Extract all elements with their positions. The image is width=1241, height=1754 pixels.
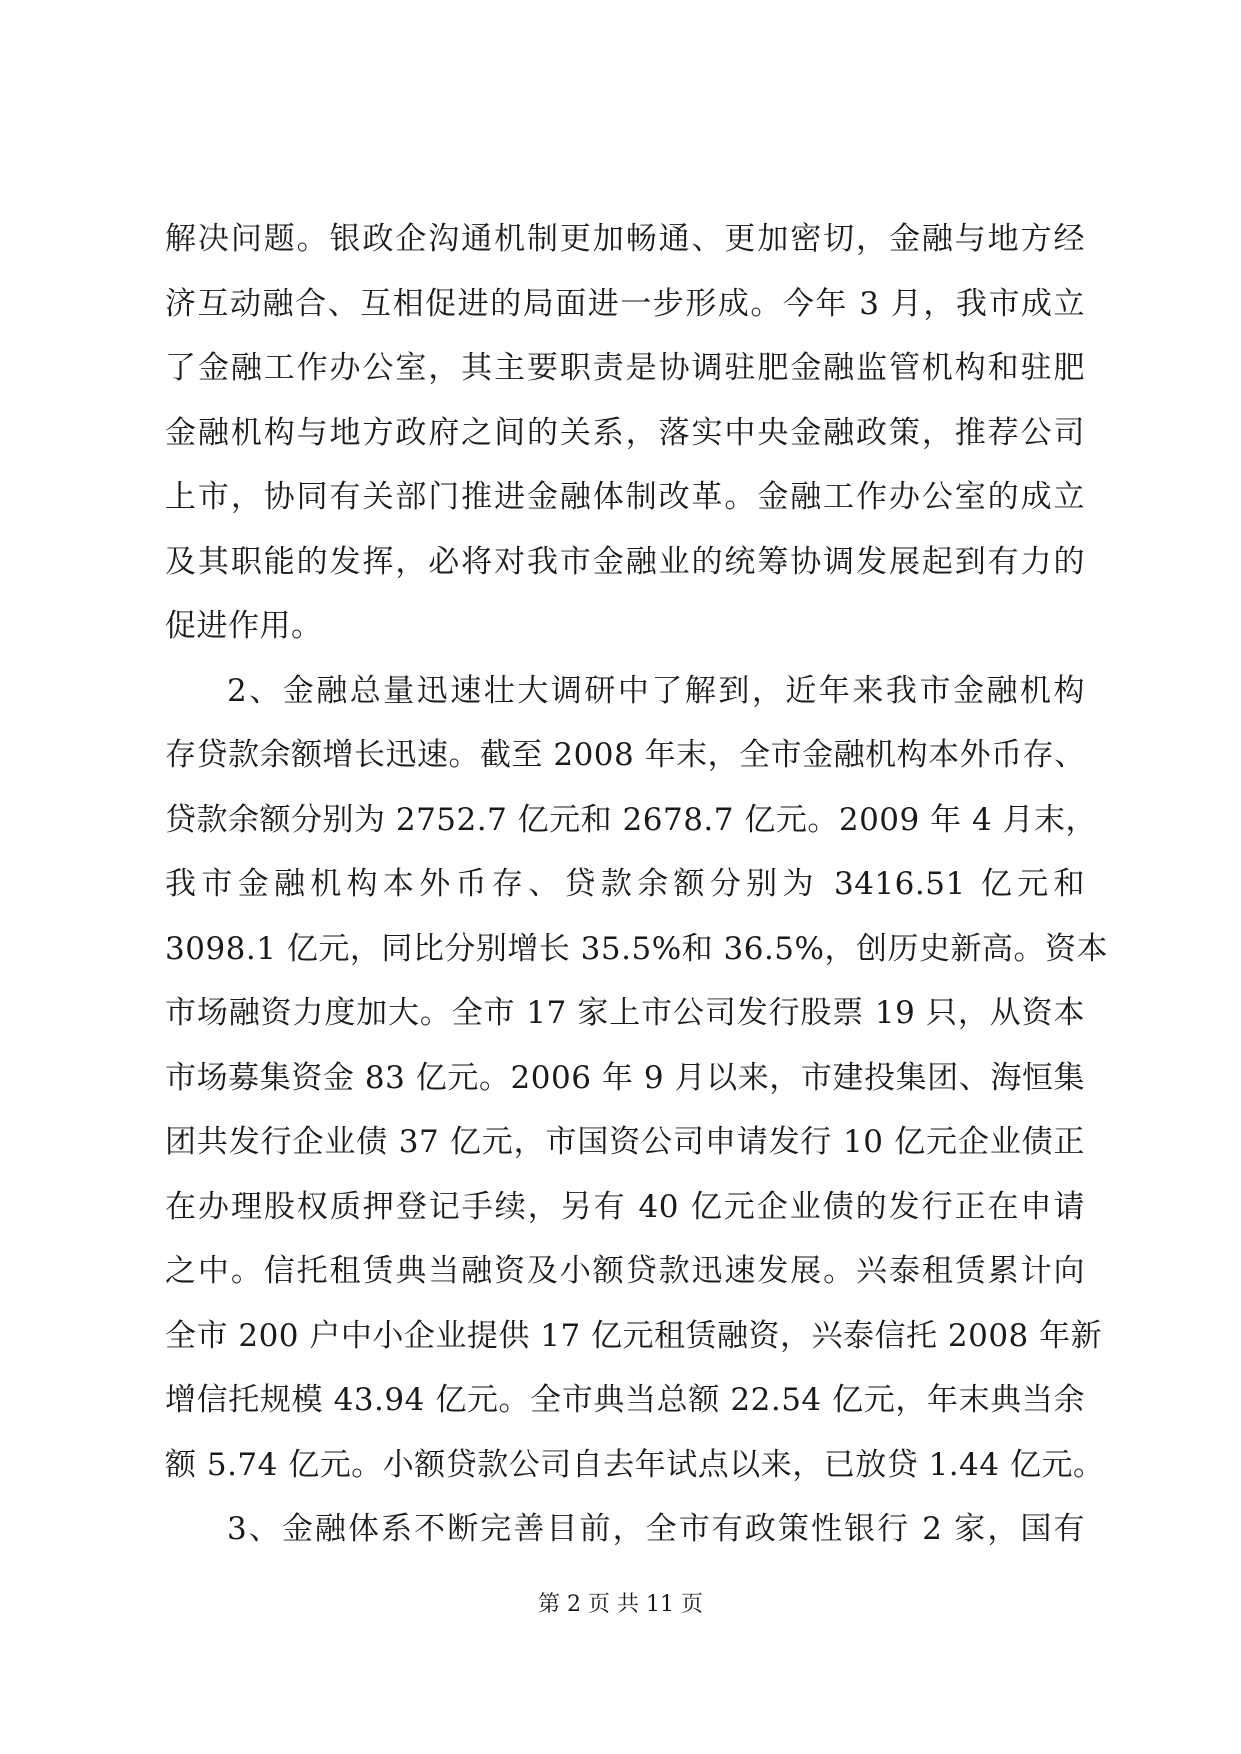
paragraph-2 (165, 659, 1108, 1498)
text-line: 上市，协同有关部门推进金融体制改革。金融工作办公室的成立 (165, 479, 1085, 515)
text-line: 3、金融体系不断完善目前，全市有政策性银行 2 家，国有 (227, 1511, 1085, 1547)
text-line: 2、金融总量迅速壮大调研中了解到，近年来我市金融机构 (227, 672, 1085, 709)
text-line: 及其职能的发挥，必将对我市金融业的统筹协调发展起到有力的 (165, 543, 1085, 580)
text-line: 市场融资力度加大。全市 17 家上市公司发行股票 19 只，从资本 (165, 995, 1085, 1031)
page-number-label: 第 2 页 共 11 页 (538, 1592, 703, 1617)
text-line: 之中。信托租赁典当融资及小额贷款迅速发展。兴泰租赁累计向 (165, 1253, 1085, 1289)
text-line: 促进作用。 (165, 608, 323, 644)
paragraph-3 (165, 1497, 1085, 1562)
text-line: 我市金融机构本外币存、贷款余额分别为 3416.51 亿元和 (165, 866, 1085, 902)
text-line: 额 5.74 亿元。小额贷款公司自去年试点以来，已放贷 1.44 亿元。 (165, 1446, 1105, 1483)
text-line: 解决问题。银政企沟通机制更加畅通、更加密切，金融与地方经 (165, 221, 1085, 257)
text-line: 全市 200 户中小企业提供 17 亿元租赁融资，兴泰信托 2008 年新 (165, 1317, 1103, 1354)
paragraph-1 (165, 207, 1085, 659)
text-line: 市场募集资金 83 亿元。2006 年 9 月以来，市建投集团、海恒集 (165, 1059, 1085, 1096)
text-line: 了金融工作办公室，其主要职责是协调驻肥金融监管机构和驻肥 (165, 350, 1085, 386)
text-line: 增信托规模 43.94 亿元。全市典当总额 22.54 亿元，年末典当余 (165, 1382, 1085, 1418)
text-line: 3098.1 亿元，同比分别增长 35.5%和 36.5%，创历史新高。资本 (165, 930, 1108, 967)
document-body (165, 207, 1108, 1562)
text-line: 贷款余额分别为 2752.7 亿元和 2678.7 亿元。2009 年 4 月末， (165, 801, 1098, 838)
text-line: 在办理股权质押登记手续，另有 40 亿元企业债的发行正在申请 (165, 1188, 1085, 1225)
page-footer (0, 1590, 1241, 1620)
text-line: 存贷款余额增长迅速。截至 2008 年末，全市金融机构本外币存、 (165, 737, 1086, 773)
text-line: 团共发行企业债 37 亿元，市国资公司申请发行 10 亿元企业债正 (165, 1124, 1085, 1160)
text-line: 济互动融合、互相促进的局面进一步形成。今年 3 月，我市成立 (165, 285, 1085, 322)
text-line: 金融机构与地方政府之间的关系，落实中央金融政策，推荐公司 (165, 414, 1085, 451)
